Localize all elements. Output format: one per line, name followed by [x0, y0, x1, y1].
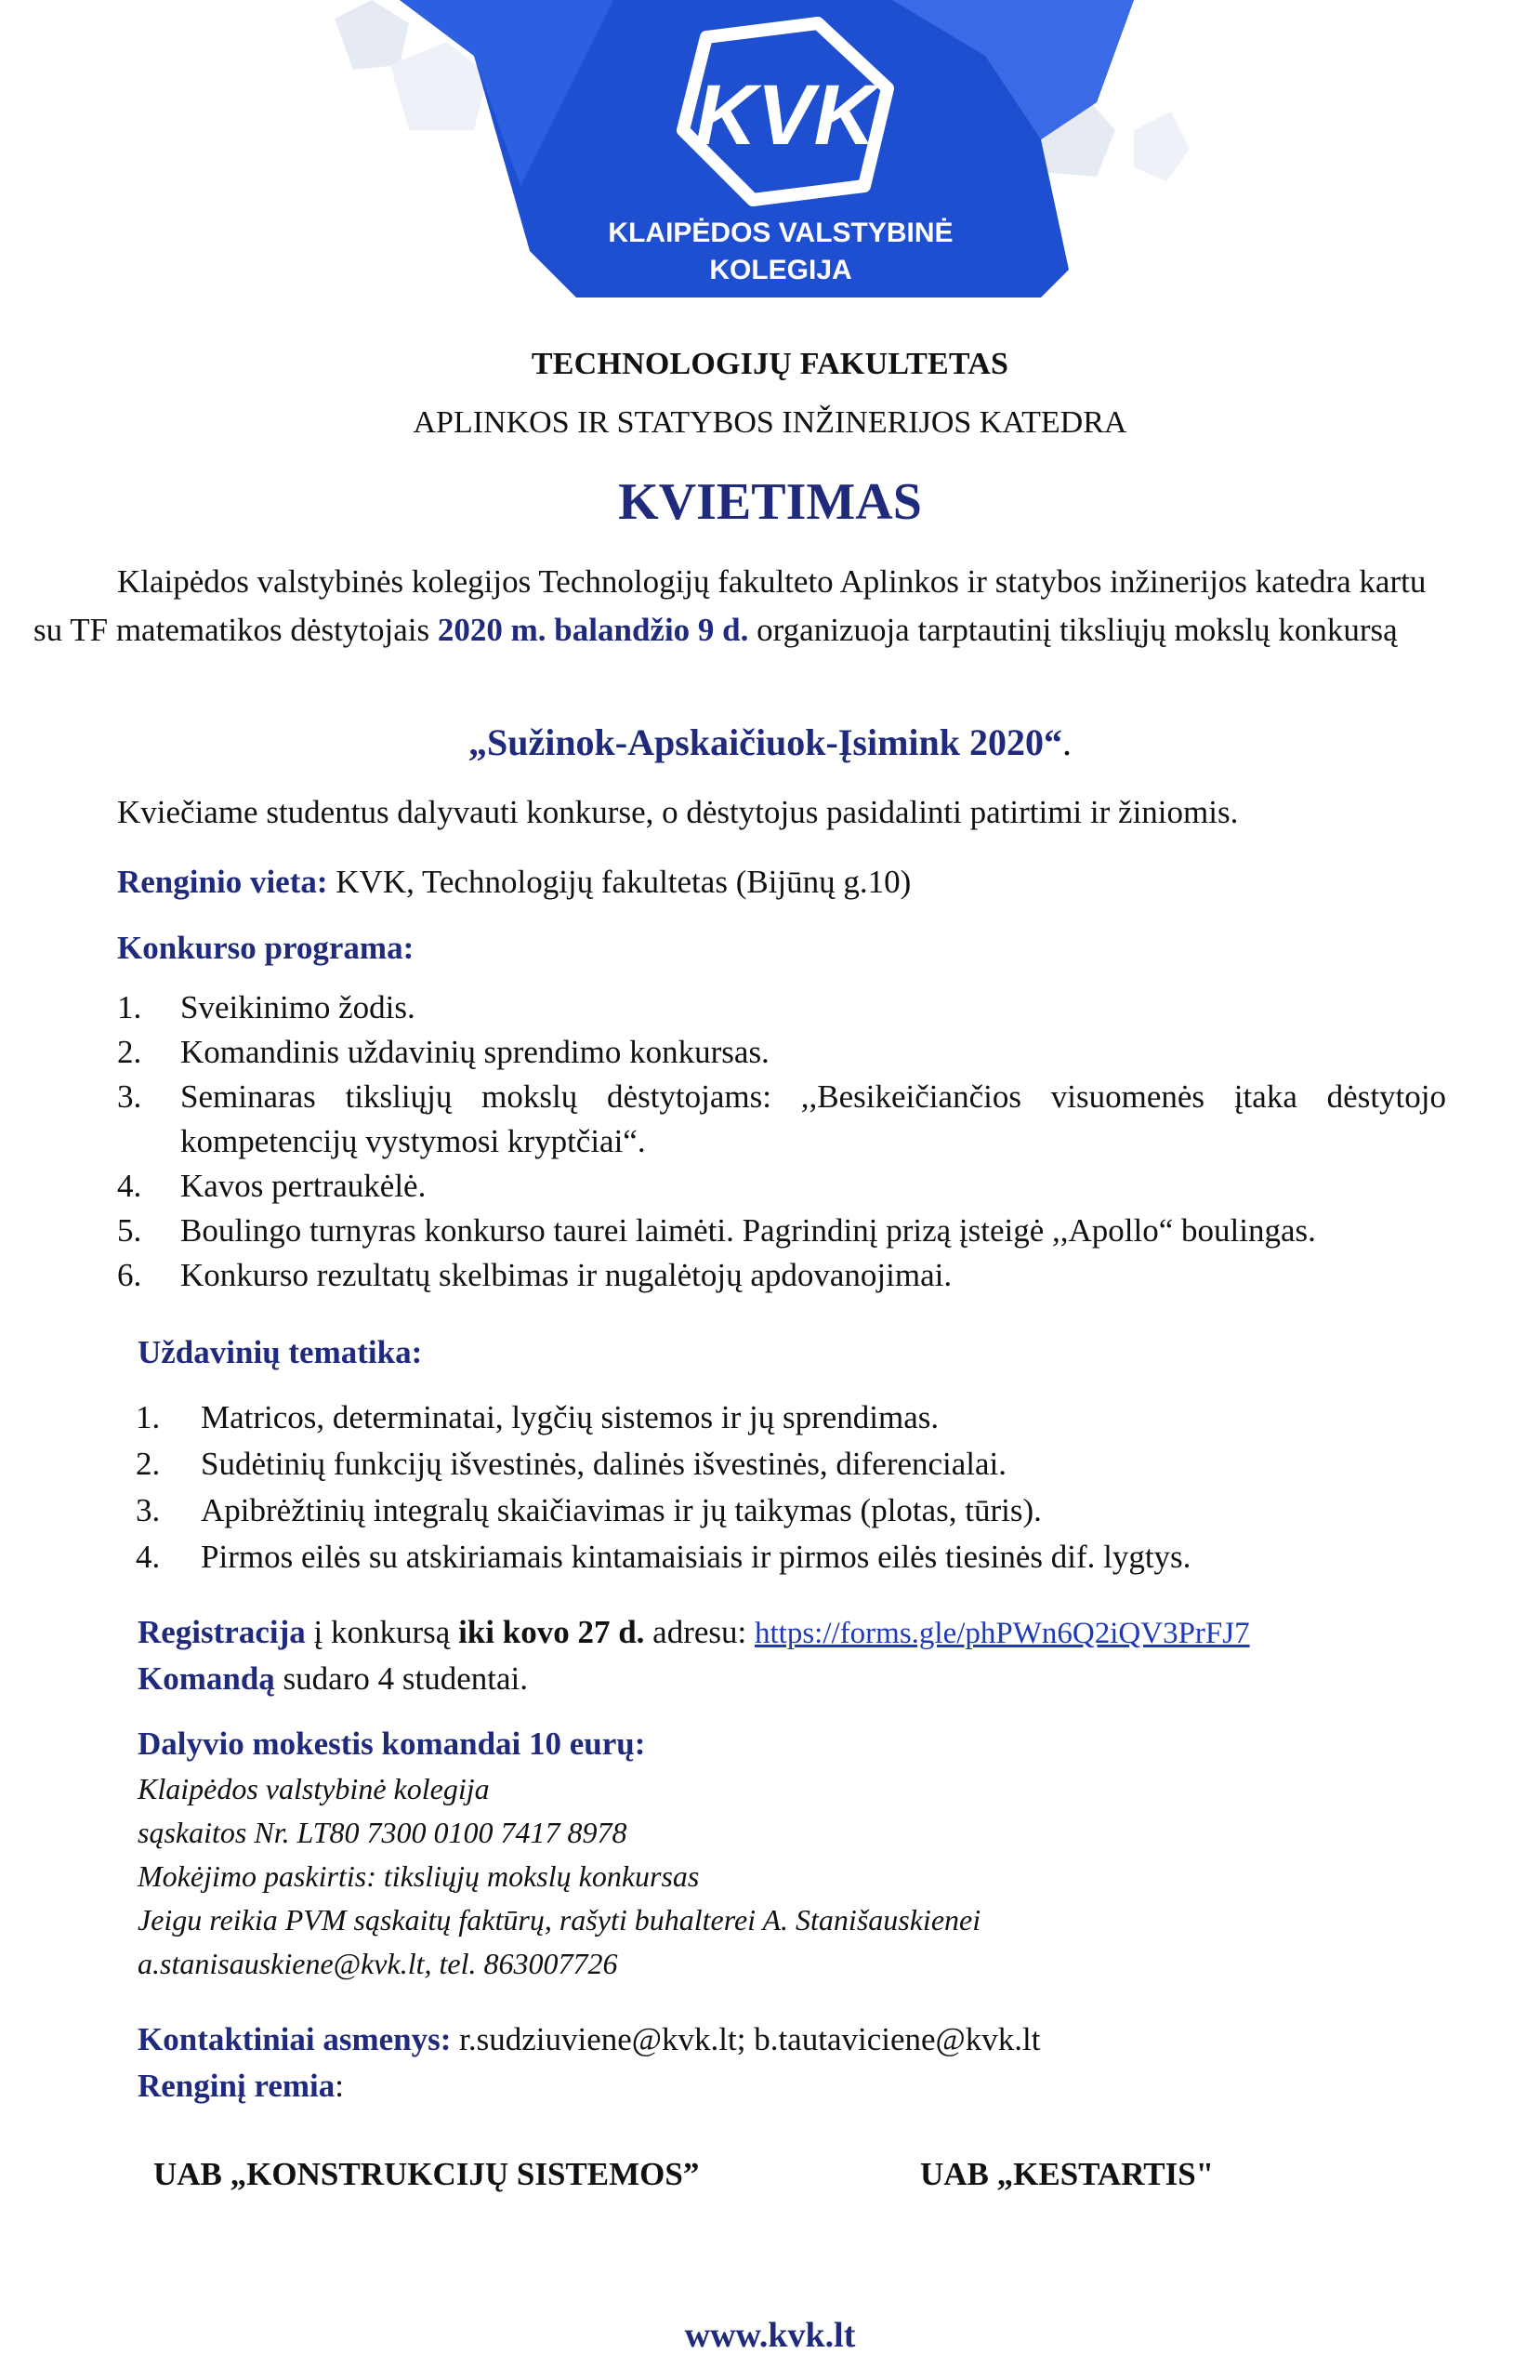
- fee-line: sąskaitos Nr. LT80 7300 0100 7417 8978: [138, 1816, 627, 1849]
- venue-value: KVK, Technologijų fakultetas (Bijūnų g.10): [327, 864, 912, 900]
- registration-label: Registracija: [138, 1614, 306, 1650]
- list-item: 1. Sveikinimo žodis.: [117, 989, 415, 1025]
- list-item: 6. Konkurso rezultatų skelbimas ir nugalėtojų apdovanojimai.: [117, 1257, 953, 1293]
- team-line: Komandą sudaro 4 studentai.: [138, 1660, 528, 1697]
- fee-line: Jeigu reikia PVM sąskaitų faktūrų, rašyti buhalterei A. Stanišauskienei: [138, 1903, 981, 1937]
- contest-name-tail: .: [1062, 721, 1073, 763]
- list-item: 1. Matricos, determinatai, lygčių sistemos ir jų sprendimas.: [136, 1399, 940, 1435]
- topics-heading: Uždavinių tematika:: [138, 1334, 423, 1370]
- intro-text-a: Klaipėdos valstybinės kolegijos Technologijų fakulteto Aplinkos ir statybos inžinerijos katedra kartu su TF matematikos dėstytojais: [33, 563, 1427, 648]
- fee-line: Mokėjimo paskirtis: tiksliųjų mokslų konkursas: [138, 1859, 700, 1893]
- venue-label: Renginio vieta:: [117, 864, 328, 900]
- sponsor-heading: Renginį remia:: [138, 2068, 344, 2104]
- kvk-logo-graphic: [335, 0, 1190, 307]
- contest-name: [0, 721, 1540, 764]
- list-item: 5. Boulingo turnyras konkurso taurei laimėti. Pagrindinį prizą įsteigė ,,Apollo“ boulingas.: [117, 1212, 1316, 1249]
- logo-mark: KVK: [694, 68, 876, 163]
- faculty-heading: TECHNOLOGIJŲ FAKULTETAS: [531, 347, 1009, 381]
- venue-line: [117, 860, 911, 905]
- registration-line: Registracija į konkursą iki kovo 27 d. adresu: https://forms.gle/phPWn6Q2iQV3PrFJ7: [138, 1614, 1250, 1650]
- list-item: 2. Sudėtinių funkcijų išvestinės, dalinės išvestinės, diferencialai.: [136, 1446, 1007, 1482]
- list-item: 3. Apibrėžtinių integralų skaičiavimas ir jų taikymas (plotas, tūris).: [136, 1492, 1042, 1528]
- logo-line2: KOLEGIJA: [709, 255, 852, 285]
- contacts-line: [138, 2017, 1040, 2062]
- sponsor-name: UAB „KONSTRUKCIJŲ SISTEMOS”: [153, 2156, 700, 2192]
- page-title: KVIETIMAS: [618, 473, 922, 531]
- list-item: 4. Kavos pertraukėlė.: [117, 1168, 427, 1204]
- department-heading: APLINKOS IR STATYBOS INŽINERIJOS KATEDRA: [413, 405, 1127, 440]
- fee-line: Klaipėdos valstybinė kolegija: [138, 1772, 490, 1805]
- contacts-label: Kontaktiniai asmenys:: [138, 2021, 452, 2057]
- team-label: Komandą: [138, 1660, 275, 1697]
- program-heading: Konkurso programa:: [117, 930, 415, 966]
- contacts-value: r.sudziuviene@kvk.lt; b.tautaviciene@kvk.lt: [451, 2021, 1041, 2057]
- fee-heading: Dalyvio mokestis komandai 10 eurų:: [138, 1726, 646, 1762]
- event-date: 2020 m. balandžio 9 d.: [437, 612, 749, 648]
- program-list: [117, 985, 1446, 1298]
- registration-link[interactable]: https://forms.gle/phPWn6Q2iQV3PrFJ7: [755, 1617, 1250, 1650]
- fee-line: a.stanisauskiene@kvk.lt, tel. 863007726: [138, 1947, 618, 1980]
- invite-text: Kviečiame studentus dalyvauti konkurse, o dėstytojus pasidalinti patirtimi ir žiniomis.: [117, 794, 1239, 830]
- contest-name-text: „Sužinok-Apskaičiuok-Įsimink 2020“: [467, 721, 1063, 763]
- list-item: 2. Komandinis uždavinių sprendimo konkursas.: [117, 1034, 770, 1070]
- registration-deadline: iki kovo 27 d.: [458, 1614, 645, 1650]
- list-item: 3. Seminaras tiksliųjų mokslų dėstytojams: ,,Besikeičiančios visuomenės įtaka dėstytojo kompetencijų vystymosi kryptčiai“.: [117, 1078, 1446, 1159]
- logo-line1: KLAIPĖDOS VALSTYBINĖ: [608, 218, 954, 248]
- intro-text-b: organizuoja tarptautinį tiksliųjų mokslų konkursą: [748, 612, 1398, 648]
- kvk-logo: [335, 0, 1190, 307]
- footer-url[interactable]: www.kvk.lt: [684, 2316, 856, 2355]
- sponsor-name: UAB „KESTARTIS": [920, 2156, 1215, 2192]
- intro-paragraph: [33, 558, 1455, 654]
- list-item: 4. Pirmos eilės su atskiriamais kintamaisiais ir pirmos eilės tiesinės dif. lygtys.: [136, 1539, 1191, 1575]
- topics-list: [136, 1395, 1465, 1580]
